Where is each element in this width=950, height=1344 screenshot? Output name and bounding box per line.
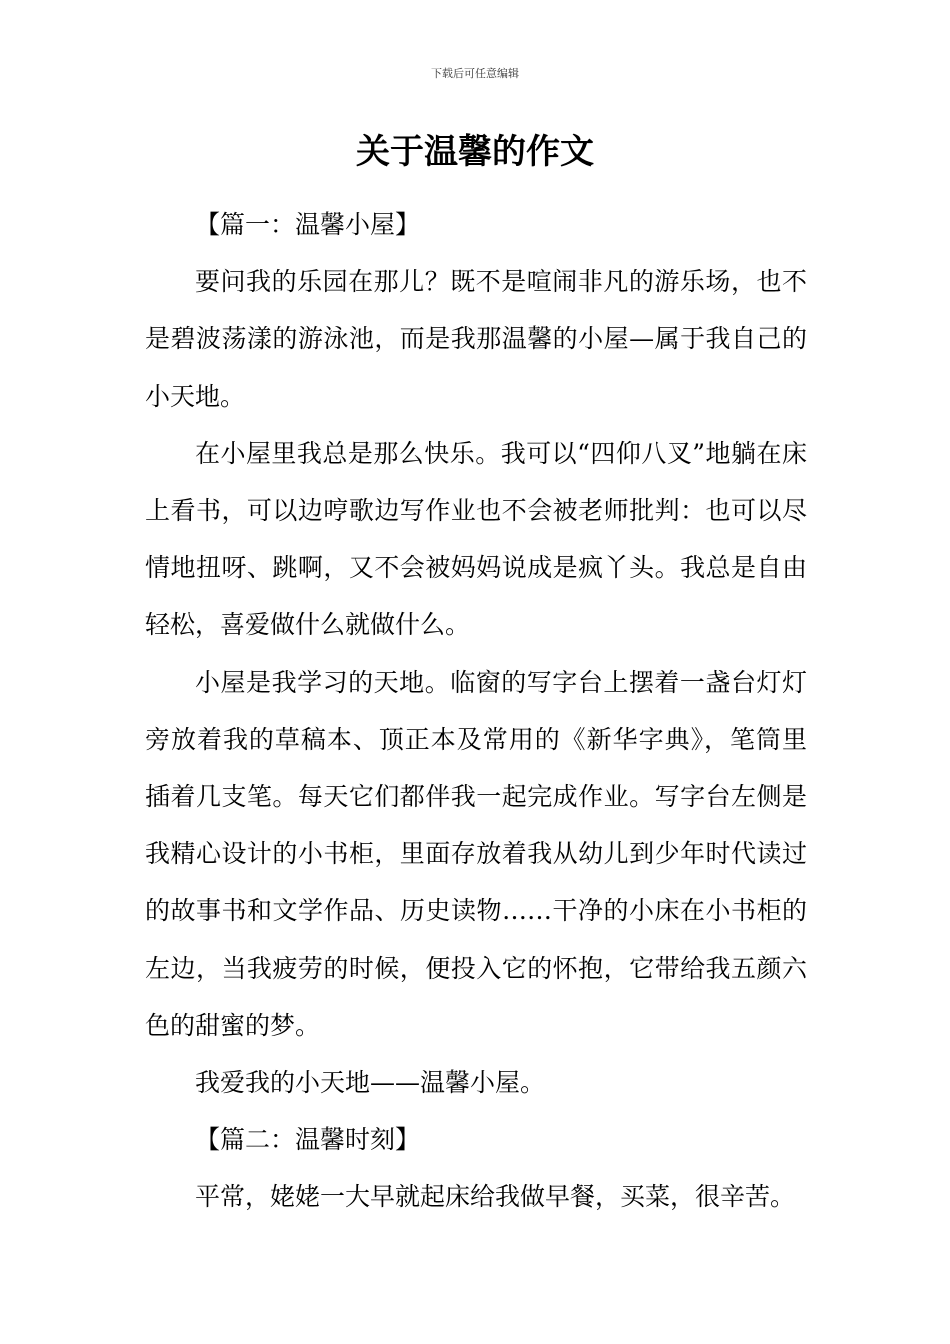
section-heading-2: 【篇二：温馨时刻】: [195, 1125, 421, 1155]
page-header-note: 下载后可任意编辑: [431, 67, 519, 80]
paragraph: 要问我的乐园在那儿？既不是喧闹非凡的游乐场，也不是碧波荡漾的游泳池，而是我那温馨的小屋—属于我自己的小天地。: [145, 267, 807, 411]
document-body: [145, 196, 807, 1226]
paragraph: 小屋是我学习的天地。临窗的写字台上摆着一盏台灯灯旁放着我的草稿本、顶正本及常用的《新华字典》，笔筒里插着几支笔。每天它们都伴我一起完成作业。写字台左侧是我精心设计的小书柜，里面存放着我从幼儿到少年时代读过的故事书和文学作品、历史读物……干净的小床在小书柜的左边，当我疲劳的时候，便投入它的怀抱，它带给我五颜六色的甜蜜的梦。: [145, 667, 807, 1040]
document-title: 关于温馨的作文: [356, 132, 594, 172]
paragraph: 在小屋里我总是那么快乐。我可以“四仰八叉”地躺在床上看书，可以边哼歌边写作业也不会被老师批判：也可以尽情地扭呀、跳啊，又不会被妈妈说成是疯丫头。我总是自由轻松，喜爱做什么就做什么。: [145, 438, 807, 640]
paragraph: 我爱我的小天地——温馨小屋。: [195, 1068, 546, 1098]
paragraph: 平常，姥姥一大早就起床给我做早餐，买菜，很辛苦。: [195, 1182, 796, 1212]
section-heading-1: 【篇一：温馨小屋】: [195, 210, 421, 239]
